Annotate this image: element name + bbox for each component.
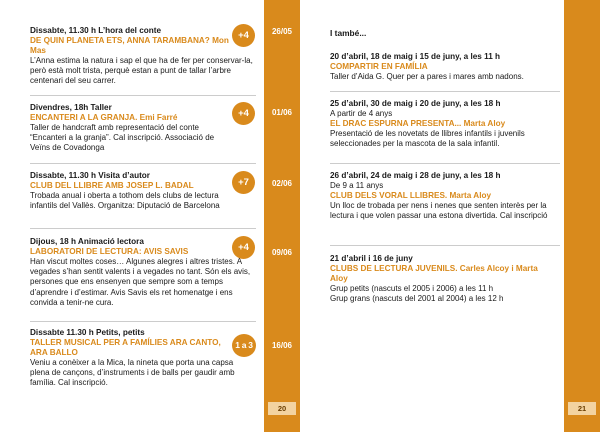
event-head: 26 d’abril, 24 de maig i 28 de juny, a les 18 h (330, 171, 501, 180)
event-head: Dissabte, 11.30 h L’hora del conte (30, 26, 162, 35)
divider (330, 91, 560, 92)
event-head: 25 d’abril, 30 de maig i 20 de juny, a les 18 h (330, 99, 501, 108)
event-desc: Trobada anual i oberta a tothom dels clubs de lectura infantils del Vallès. Organitza: Diputació de Barcelona (30, 191, 220, 211)
event-desc: Taller de handcraft amb representació del conte “Encanteri a la granja”. Cal inscripció. Associació de Veïns de Covadonga (30, 123, 215, 153)
event-title: DE QUIN PLANETA ETS, ANNA TARAMBANA? Mon Mas (30, 36, 229, 55)
age-badge: 1 a 3 (232, 334, 256, 357)
event-sub: De 9 a 11 anys (330, 181, 384, 190)
event-desc-line: Grup grans (nascuts del 2001 al 2004) a les 12 h (330, 294, 504, 304)
event-head: Divendres, 18h Taller (30, 103, 112, 112)
event-desc: L’Anna estima la natura i sap el que ha de fer per conservar-la, però està molt trista, perquè estan a punt de tallar l’arbre centenari del seu carrer. (30, 56, 253, 86)
event-date: 16/06 (271, 341, 293, 350)
event-2 (30, 103, 256, 154)
event-date: 01/06 (271, 108, 293, 117)
event-desc: Un lloc de trobada per nens i nenes que senten interès per la lectura i que volen passar una estona divertida. Cal inscripció (330, 201, 548, 221)
page-number-right: 21 (568, 402, 596, 415)
event-head: 21 d’abril i 16 de juny (330, 254, 413, 263)
event-head: Dijous, 18 h Animació lectora (30, 237, 144, 246)
event-desc: Han viscut moltes coses… Algunes alegres i altres tristes. A vegades s’han sentit valents i a vegades no tant. Són els avis, persones que ens ensenyen que sempre som a temps d’aprendre i d’estimar. Avis Savis els ret homenatge i ens convida a tenir-ne cura. (30, 257, 251, 307)
event-4 (30, 237, 256, 308)
event-title: CLUBS DE LECTURA JUVENILS. Carles Alcoy i Marta Aloy (330, 264, 538, 283)
event-5 (30, 328, 256, 389)
age-badge: +4 (232, 236, 255, 259)
page-number-left: 20 (268, 402, 296, 415)
divider (30, 321, 256, 322)
event-date: 02/06 (271, 179, 293, 188)
r-event-3 (330, 171, 560, 222)
age-badge: +4 (232, 102, 255, 125)
event-date: 26/05 (271, 27, 293, 36)
event-3 (30, 171, 256, 211)
date-strip-left (264, 0, 300, 432)
divider (30, 163, 256, 164)
r-event-1 (330, 52, 560, 82)
event-desc-line: Grup petits (nascuts el 2005 i 2006) a les 11 h (330, 284, 494, 293)
event-desc: Taller d’Aida G. Quer per a pares i mares amb nadons. (330, 72, 524, 81)
event-date: 09/06 (271, 248, 293, 257)
event-head: Dissabte 11.30 h Petits, petits (30, 328, 145, 337)
age-badge: +4 (232, 24, 255, 47)
event-1 (30, 26, 256, 87)
section-intro: I també... (330, 28, 367, 38)
r-event-2 (330, 99, 560, 150)
divider (30, 95, 256, 96)
divider (330, 245, 560, 246)
event-title: COMPARTIR EN FAMÍLIA (330, 62, 428, 71)
event-title: CLUB DEL LLIBRE AMB JOSEP L. BADAL (30, 181, 194, 190)
date-strip-right (564, 0, 600, 432)
event-title: EL DRAC ESPURNA PRESENTA... Marta Aloy (330, 119, 506, 129)
event-title: CLUB DELS VORAL LLIBRES. Marta Aloy (330, 191, 492, 201)
event-desc: Veniu a conèixer a la Mica, la nineta que porta una capsa plena de cançons, d’instruments i de balls per gaudir amb família. Cal inscripció. (30, 358, 235, 388)
event-title: ENCANTERI A LA GRANJA. Emi Farré (30, 113, 178, 122)
event-desc: Presentació de les novetats de llibres infantils i juvenils seleccionades per la mascota de la sala infantil. (330, 129, 525, 149)
event-title: LABORATORI DE LECTURA: AVIS SAVIS (30, 247, 189, 256)
r-event-4 (330, 254, 560, 304)
event-title: TALLER MUSICAL PER A FAMÍLIES ARA CANTO, ARA BALLO (30, 338, 221, 357)
divider (30, 228, 256, 229)
age-badge: +7 (232, 171, 255, 194)
divider (330, 163, 560, 164)
event-sub: A partir de 4 anys (330, 109, 393, 118)
event-head: Dissabte, 11.30 h Visita d’autor (30, 171, 150, 180)
event-head: 20 d’abril, 18 de maig i 15 de juny, a les 11 h (330, 52, 501, 61)
